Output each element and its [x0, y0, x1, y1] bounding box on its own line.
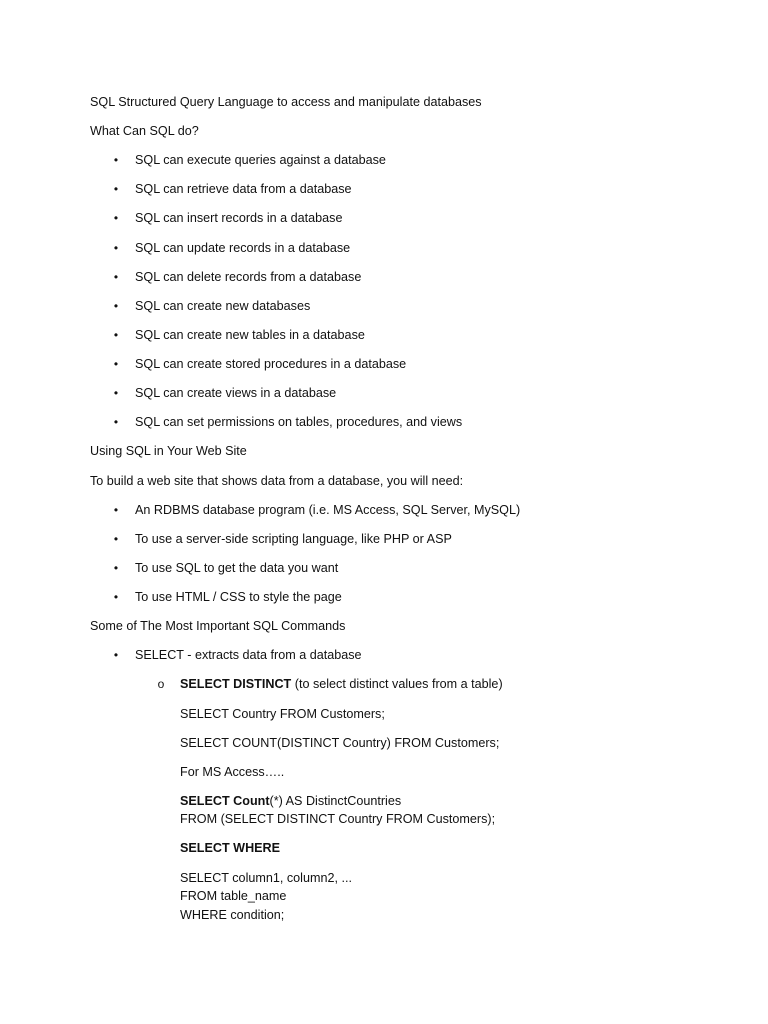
select-count-rest: (*) AS DistinctCountries: [269, 794, 402, 808]
where-syntax-line1: SELECT column1, column2, ...: [180, 871, 352, 885]
select-where-keyword: SELECT WHERE: [180, 841, 281, 855]
list-item: SQL can create new tables in a database: [135, 328, 365, 342]
where-syntax-line3: WHERE condition;: [180, 908, 285, 922]
select-distinct-keyword: SELECT DISTINCT: [180, 677, 292, 691]
bullet-icon: •: [113, 357, 119, 371]
select-count-keyword: SELECT Count: [180, 794, 270, 808]
bullet-icon: •: [113, 648, 119, 662]
list-item: SQL can set permissions on tables, procedures, and views: [135, 415, 463, 429]
list-item: SQL can delete records from a database: [135, 270, 362, 284]
where-syntax-line2: FROM table_name: [180, 889, 287, 903]
code-example-2: SELECT COUNT(DISTINCT Country) FROM Customers;: [180, 736, 500, 750]
bullet-icon: •: [113, 386, 119, 400]
code-example-3-line2: FROM (SELECT DISTINCT Country FROM Customers);: [180, 812, 496, 826]
sub-bullet-icon: o: [157, 677, 165, 691]
bullet-icon: •: [113, 532, 119, 546]
bullet-icon: •: [113, 328, 119, 342]
bullet-icon: •: [113, 153, 119, 167]
list-item: SQL can update records in a database: [135, 241, 351, 255]
select-where-heading: [180, 840, 280, 856]
bullet-icon: •: [113, 211, 119, 225]
doc-title: SQL Structured Query Language to access and manipulate databases: [90, 95, 482, 109]
list-item: SQL can create views in a database: [135, 386, 337, 400]
list-item: To use SQL to get the data you want: [135, 561, 339, 575]
list-item: SQL can execute queries against a database: [135, 153, 386, 167]
bullet-icon: •: [113, 270, 119, 284]
select-distinct-desc: (to select distinct values from a table): [291, 677, 503, 691]
ms-access-note: For MS Access…..: [180, 765, 285, 779]
heading-what-can-sql-do: What Can SQL do?: [90, 124, 199, 138]
heading-sql-commands: Some of The Most Important SQL Commands: [90, 619, 346, 633]
bullet-icon: •: [113, 299, 119, 313]
list-item: SQL can create new databases: [135, 299, 311, 313]
list-item: SQL can create stored procedures in a database: [135, 357, 407, 371]
bullet-icon: •: [113, 415, 119, 429]
list-item: To use a server-side scripting language, like PHP or ASP: [135, 532, 452, 546]
list-item: To use HTML / CSS to style the page: [135, 590, 342, 604]
bullet-icon: •: [113, 182, 119, 196]
bullet-icon: •: [113, 503, 119, 517]
heading-web-site: Using SQL in Your Web Site: [90, 444, 247, 458]
bullet-icon: •: [113, 561, 119, 575]
code-example-1: SELECT Country FROM Customers;: [180, 707, 385, 721]
list-item: An RDBMS database program (i.e. MS Access, SQL Server, MySQL): [135, 503, 521, 517]
code-example-3-line1: [180, 793, 401, 809]
select-distinct-line: [180, 676, 503, 692]
bullet-icon: •: [113, 241, 119, 255]
list-item: SQL can insert records in a database: [135, 211, 343, 225]
bullet-icon: •: [113, 590, 119, 604]
list-item: SQL can retrieve data from a database: [135, 182, 352, 196]
web-site-intro: To build a web site that shows data from a database, you will need:: [90, 474, 464, 488]
list-item-select: SELECT - extracts data from a database: [135, 648, 362, 662]
